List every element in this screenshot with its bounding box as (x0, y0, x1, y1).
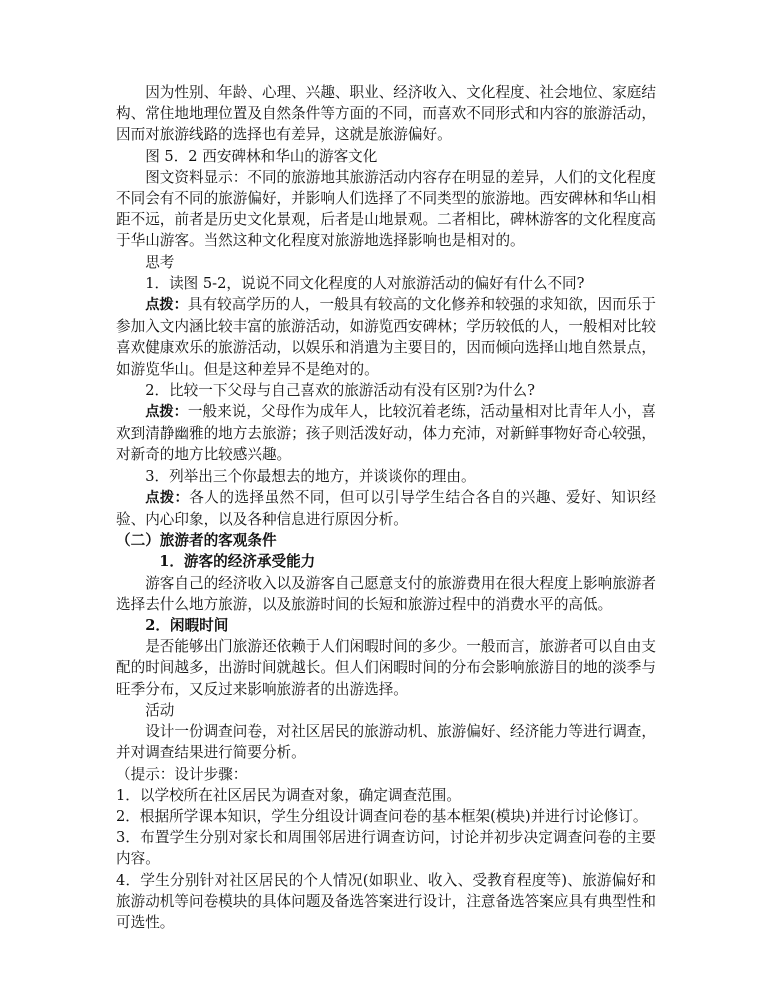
answer-1-text: 具有较高学历的人，一般具有较高的文化修养和较强的求知欲，因而乐于参加入文内涵比较丰富的旅游活动，如游览西安碑林；学历较低的人，一般相对比较喜欢健康欢乐的旅游活动，以娱乐和消遣为主要目的，因而倾向选择山地自然景点，如游览华山。但是这种差异不是绝对的。 (116, 296, 656, 378)
question-3: 3．列举出三个你最想去的地方，并谈谈你的理由。 (145, 467, 476, 485)
subheading-economic: 1．游客的经济承受能力 (159, 553, 316, 571)
document-page (116, 82, 656, 933)
answer-3 (116, 487, 656, 530)
step-4: 4．学生分别针对社区居民的个人情况(如职业、收入、受教育程度等)、旅游偏好和旅游动机等问卷模块的具体问题及备选答案进行设计，注意备选答案应具有典型性和可选性。 (116, 871, 656, 931)
step-2: 2．根据所学课本知识，学生分组设计调查问卷的基本框架(模块)并进行讨论修订。 (116, 807, 648, 825)
paragraph-travel-preference: 因为性别、年龄、心理、兴趣、职业、经济收入、文化程度、社会地位、家庭结构、常住地地理位置及自然条件等方面的不同，而喜欢不同形式和内容的旅游活动，因而对旅游线路的选择也有差异，这就是旅游偏好。 (116, 84, 656, 144)
answer-2-text: 一般来说，父母作为成年人，比较沉着老练，活动量相对比青年人小，喜欢到清静幽雅的地方去旅游；孩子则活泼好动，体力充沛，对新鲜事物好奇心较强，对新奇的地方比较感兴趣。 (116, 403, 656, 464)
answer-1 (116, 294, 656, 380)
step-1: 1．以学校所在社区居民为调查对象，确定调查范围。 (116, 786, 461, 804)
paragraph-activity: 设计一份调查问卷，对社区居民的旅游动机、旅游偏好、经济能力等进行调查，并对调查结果进行简要分析。 (116, 723, 656, 762)
paragraph-figure-info: 图文资料显示：不同的旅游地其旅游活动内容存在明显的差异，人们的文化程度不同会有不同的旅游偏好，并影响人们选择了不同类型的旅游地。西安碑林和华山相距不远，前者是历史文化景观，后者是山地景观。二者相比，碑林游客的文化程度高于华山游客。当然这种文化程度对旅游地选择影响也是相对的。 (116, 168, 656, 250)
hint-label: 点拨： (145, 297, 188, 314)
hint-label: 点拨： (145, 404, 188, 421)
tip-line: （提示：设计步骤： (116, 765, 248, 783)
answer-3-text: 各人的选择虽然不同，但可以引导学生结合各自的兴趣、爱好、知识经验、内心印象，以及各种信息进行原因分析。 (116, 488, 656, 529)
step-3: 3．布置学生分别对家长和周围邻居进行调查访问，讨论并初步决定调查问卷的主要内容。 (116, 829, 656, 868)
paragraph-leisure: 是否能够出门旅游还依赖于人们闲暇时间的多少。一般而言，旅游者可以自由支配的时间越多，出游时间就越长。但人们闲暇时间的分布会影响旅游目的地的淡季与旺季分布，又反过来影响旅游者的出游选择。 (116, 638, 656, 698)
hint-label: 点拨： (145, 489, 190, 506)
activity-heading: 活动 (145, 701, 175, 719)
answer-2 (116, 401, 656, 466)
question-2: 2．比较一下父母与自己喜欢的旅游活动有没有区别?为什么? (145, 381, 535, 399)
think-heading: 思考 (145, 253, 175, 271)
section-heading-objective: （二）旅游者的客观条件 (116, 532, 277, 550)
subheading-leisure: 2．闲暇时间 (145, 617, 229, 635)
question-1: 1．读图 5-2，说说不同文化程度的人对旅游活动的偏好有什么不同? (145, 274, 585, 292)
figure-title: 图 5．2 西安碑林和华山的游客文化 (145, 147, 378, 165)
paragraph-economic: 游客自己的经济收入以及游客自己愿意支付的旅游费用在很大程度上影响旅游者选择去什么地方旅游，以及旅游时间的长短和旅游过程中的消费水平的高低。 (116, 574, 656, 613)
